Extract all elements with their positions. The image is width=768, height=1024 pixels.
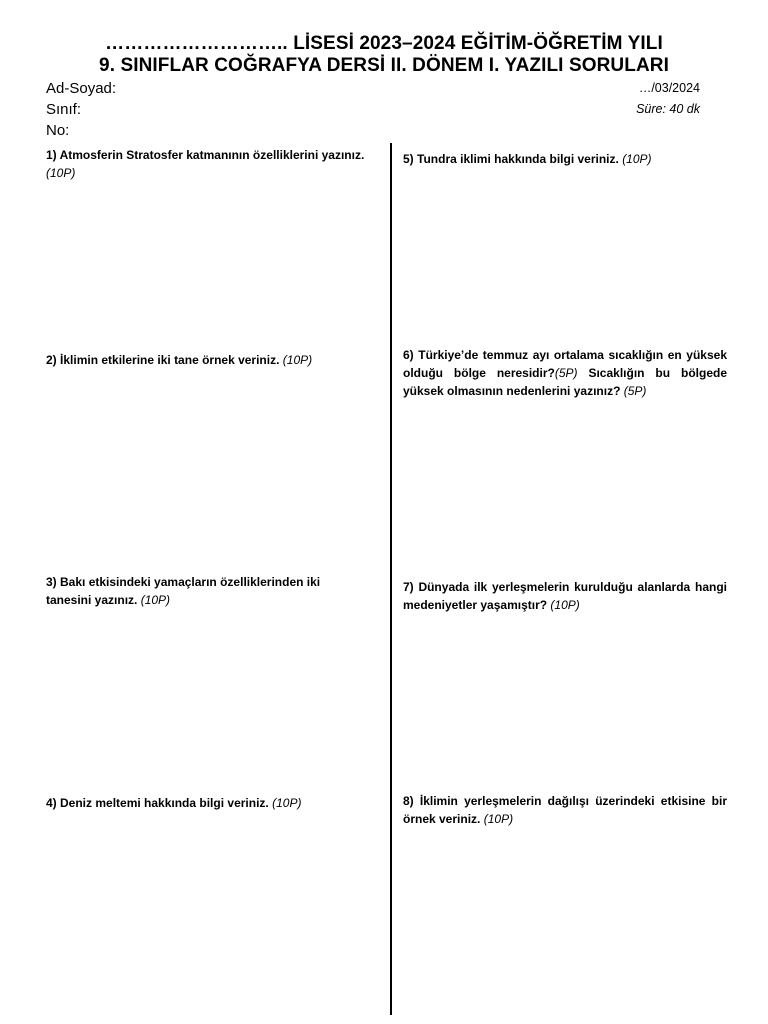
question-text: Atmosferin Stratosfer katmanının özelliklerini yazınız.	[59, 148, 365, 162]
question-points: (10P)	[282, 353, 313, 367]
exam-duration: Süre: 40 dk	[636, 102, 700, 116]
question-points: (10P)	[550, 598, 580, 612]
question-6	[403, 346, 727, 400]
question-5	[403, 150, 727, 168]
question-text: Tundra iklimi hakkında bilgi veriniz.	[417, 152, 619, 166]
question-text: Türkiye’de temmuz ayı ortalama sıcaklığın en yüksek olduğu bölge neresidir?	[403, 348, 727, 380]
question-4	[46, 794, 368, 812]
question-text: Bakı etkisindeki yamaçların özelliklerinden iki tanesini yazınız.	[46, 575, 321, 607]
question-1	[46, 146, 368, 182]
question-points: (10P)	[272, 796, 302, 810]
question-text: Dünyada ilk yerleşmelerin kurulduğu alanlarda hangi medeniyetler yaşamıştır?	[403, 580, 727, 612]
exam-title-line-1: ……………………….. LİSESİ 2023–2024 EĞİTİM-ÖĞRETİM YILI	[105, 33, 663, 54]
question-points: (10P)	[140, 593, 171, 607]
question-number: 1)	[46, 148, 57, 162]
question-points-part-2: (5P)	[623, 384, 647, 398]
question-number: 6)	[403, 348, 414, 362]
name-label: Ad-Soyad:	[46, 80, 117, 97]
question-2	[46, 351, 368, 369]
question-text: Deniz meltemi hakkında bilgi veriniz.	[60, 796, 269, 810]
question-number: 5)	[403, 152, 414, 166]
question-text-part-2: Sıcaklığın bu bölgede yüksek olmasının nedenlerini yazınız?	[403, 366, 728, 398]
question-3	[46, 573, 368, 609]
question-points: (5P)	[554, 366, 578, 380]
question-number: 8)	[403, 794, 414, 808]
question-number: 4)	[46, 796, 57, 810]
question-number: 2)	[46, 353, 57, 367]
exam-date: …/03/2024	[638, 81, 700, 95]
question-7	[403, 578, 727, 614]
question-points: (10P)	[483, 812, 514, 826]
question-number: 7)	[403, 580, 414, 594]
question-text: İklimin etkilerine iki tane örnek veriniz.	[60, 353, 280, 367]
number-label: No:	[46, 122, 70, 139]
class-label: Sınıf:	[46, 101, 82, 118]
question-text: İklimin yerleşmelerin dağılışı üzerindeki etkisine bir örnek veriniz.	[403, 794, 727, 826]
question-number: 3)	[46, 575, 57, 589]
question-points: (10P)	[622, 152, 652, 166]
column-divider	[390, 143, 392, 1015]
exam-title-line-2: 9. SINIFLAR COĞRAFYA DERSİ II. DÖNEM I. YAZILI SORULARI	[99, 55, 669, 76]
question-points: (10P)	[46, 166, 76, 180]
question-8	[403, 792, 727, 828]
